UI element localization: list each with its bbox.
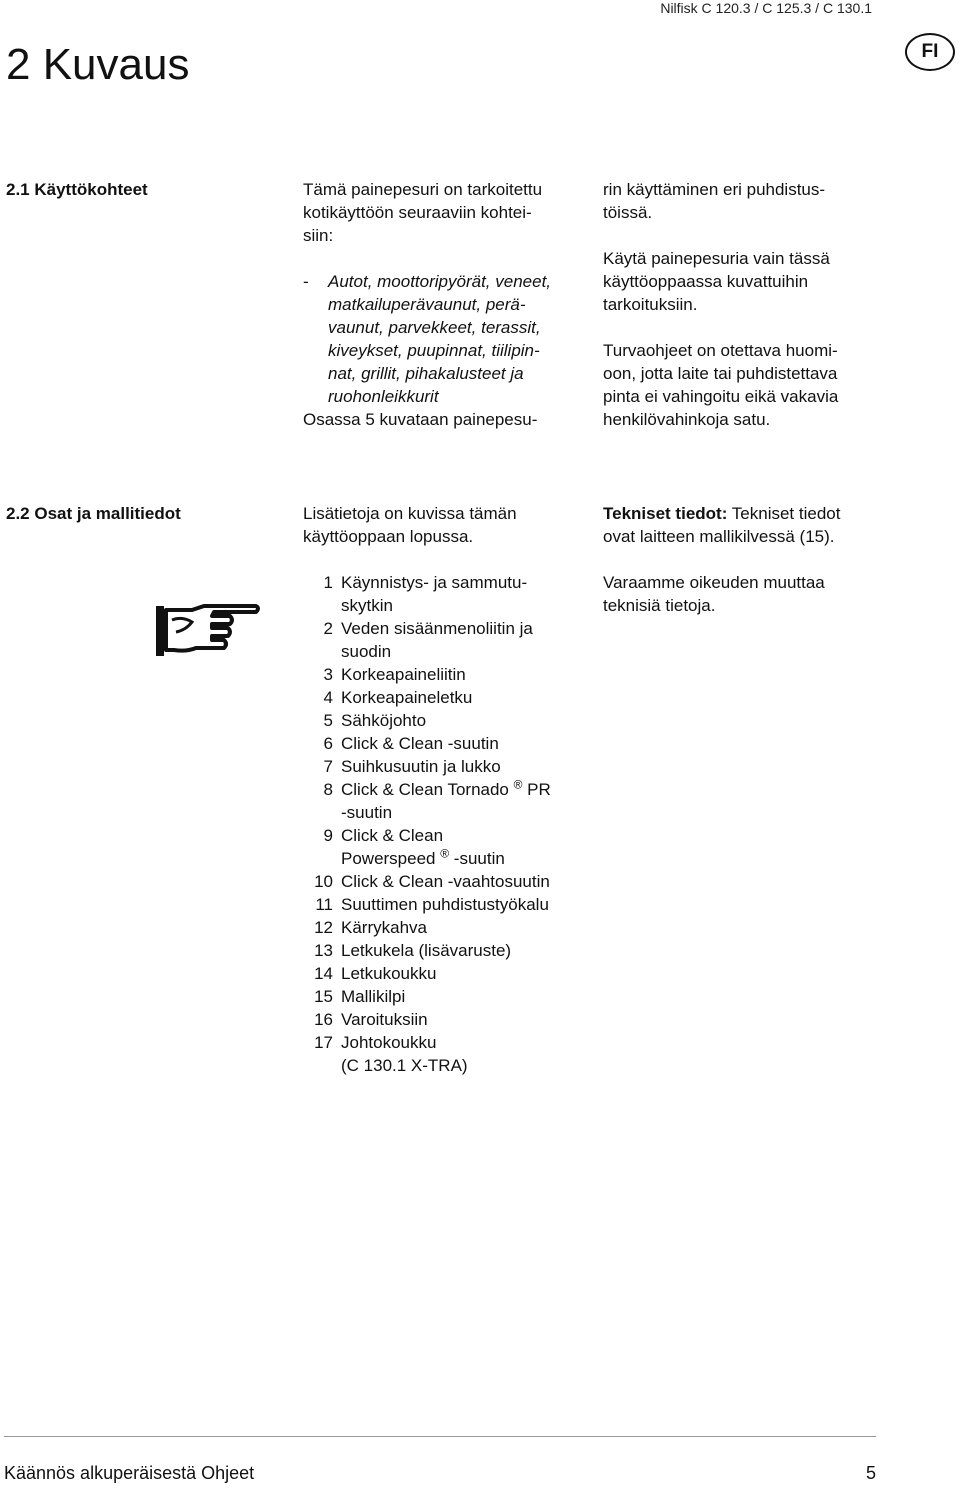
paragraph (603, 339, 903, 431)
list-item (303, 893, 593, 916)
list-item-line: skytkin (341, 596, 393, 615)
list-item-number: 11 (315, 895, 333, 914)
body-line: oon, jotta laite tai puhdistettava (603, 364, 838, 383)
list-item-text (333, 686, 591, 709)
list-item-text (333, 939, 591, 962)
list-item-line: Käynnistys- ja sammutu- (341, 573, 528, 592)
section-2-2-heading: 2.2 Osat ja mallitiedot (6, 504, 181, 523)
list-item-line: (C 130.1 X-TRA) (341, 1056, 468, 1075)
list-item-number: 16 (314, 1010, 333, 1029)
list-item-line: Johtokoukku (341, 1033, 437, 1052)
list-item (303, 778, 593, 824)
list-item (303, 732, 593, 755)
chapter-title: 2 Kuvaus (6, 40, 190, 89)
list-item (303, 755, 593, 778)
document-model-header: Nilfisk C 120.3 / C 125.3 / C 130.1 (660, 0, 872, 16)
list-item-line: Powerspeed ® -suutin (341, 846, 505, 868)
list-item-line: Veden sisäänmenoliitin ja (341, 619, 533, 638)
list-item (303, 1008, 593, 1031)
section-2-1-column-2 (303, 178, 588, 431)
list-item (303, 939, 593, 962)
intro-line: siin: (303, 226, 334, 245)
list-item-text (333, 709, 591, 732)
tech-info-label: Tekniset tiedot: (603, 504, 728, 523)
list-item-line: Letkukoukku (341, 964, 437, 983)
body-line: henkilövahinkoja satu. (603, 410, 771, 429)
list-item-text (333, 985, 591, 1008)
tech-info-line (603, 502, 903, 525)
bullet-line: nat, grillit, pihakalusteet ja (328, 364, 524, 383)
bullet-line: kiveykset, puupinnat, tiilipin- (328, 341, 540, 360)
list-item-line: Korkeapaineletku (341, 688, 473, 707)
tech-info-text: Tekniset tiedot (727, 504, 841, 523)
list-item-text (333, 1008, 591, 1031)
language-badge: FI (905, 33, 955, 71)
pointing-hand-icon (152, 600, 262, 660)
intro-line: kotikäyttöön seuraaviin kohtei- (303, 203, 532, 222)
list-item-line: Click & Clean (341, 826, 444, 845)
list-item-number: 13 (314, 941, 333, 960)
list-item-number: 12 (314, 918, 333, 937)
reserve-note (603, 571, 903, 617)
list-item-number: 10 (314, 872, 333, 891)
body-line: Turvaohjeet on otettava huomi- (603, 341, 838, 360)
list-item (303, 686, 593, 709)
bullet-line: Autot, moottoripyörät, veneet, (328, 272, 552, 291)
body-line: käyttöoppaassa kuvattuihin (603, 272, 809, 291)
list-item (303, 709, 593, 732)
list-item-text (333, 824, 591, 870)
list-item-line: Kärrykahva (341, 918, 427, 937)
list-item-text (333, 778, 591, 824)
list-item-line: Click & Clean Tornado ® PR (341, 777, 551, 799)
list-item-text (333, 893, 591, 916)
section-2-2-column-3 (603, 502, 903, 617)
section-2-1-column-3 (603, 178, 903, 431)
list-item-line: Click & Clean -suutin (341, 734, 499, 753)
parts-list (303, 571, 593, 1077)
list-item-number: 1 (323, 573, 333, 592)
list-item-line: Letkukela (lisävaruste) (341, 941, 512, 960)
list-item-number: 4 (323, 688, 333, 707)
list-item-text (333, 870, 591, 893)
paragraph (603, 247, 903, 316)
list-item-number: 2 (323, 619, 333, 638)
list-item-number: 14 (314, 964, 333, 983)
list-item-text (333, 617, 591, 663)
body-line: teknisiä tietoja. (603, 596, 716, 615)
list-item-text (333, 571, 591, 617)
list-item-line: -suutin (341, 803, 393, 822)
intro-line: käyttöoppaan lopussa. (303, 527, 474, 546)
list-item-text (333, 916, 591, 939)
list-item-number: 5 (323, 711, 333, 730)
list-item (303, 617, 593, 663)
list-item (303, 663, 593, 686)
list-item (303, 985, 593, 1008)
body-line: Varaamme oikeuden muuttaa (603, 573, 825, 592)
list-item-line: Korkeapaineliitin (341, 665, 466, 684)
list-item-number: 7 (323, 757, 333, 776)
body-line: tarkoituksiin. (603, 295, 698, 314)
body-line: Osassa 5 kuvataan painepesu- (303, 410, 538, 429)
list-item (303, 824, 593, 870)
list-item (303, 870, 593, 893)
list-item-number: 9 (323, 826, 333, 845)
list-item-line: Mallikilpi (341, 987, 406, 1006)
body-line: töissä. (603, 203, 653, 222)
usage-bullet (303, 270, 588, 408)
list-item-text (333, 962, 591, 985)
intro-line: Tämä painepesuri on tarkoitettu (303, 180, 543, 199)
list-item (303, 571, 593, 617)
list-item (303, 962, 593, 985)
footer-divider (4, 1436, 876, 1437)
list-item-number: 17 (314, 1033, 333, 1052)
list-item-text (333, 732, 591, 755)
list-item (303, 1031, 593, 1077)
list-item-text (333, 663, 591, 686)
list-item-number: 6 (323, 734, 333, 753)
section-2-2-column-2 (303, 502, 593, 1077)
body-line: pinta ei vahingoitu eikä vakavia (603, 387, 839, 406)
bullet-line: vaunut, parvekkeet, terassit, (328, 318, 541, 337)
body-line: rin käyttäminen eri puhdistus- (603, 180, 826, 199)
list-item-number: 15 (314, 987, 333, 1006)
body-line: Käytä painepesuria vain tässä (603, 249, 830, 268)
list-item-line: Click & Clean -vaahtosuutin (341, 872, 550, 891)
tech-info-line: ovat laitteen mallikilvessä (15). (603, 527, 835, 546)
page-number: 5 (866, 1463, 877, 1483)
intro-line: Lisätietoja on kuvissa tämän (303, 504, 517, 523)
bullet-line: matkailuperävaunut, perä- (328, 295, 526, 314)
list-item-line: Sähköjohto (341, 711, 427, 730)
list-item (303, 916, 593, 939)
bullet-dash: - (303, 272, 309, 291)
bullet-line: ruohonleikkurit (328, 387, 439, 406)
list-item-number: 8 (323, 780, 333, 799)
list-item-line: Suihkusuutin ja lukko (341, 757, 501, 776)
section-2-1-heading: 2.1 Käyttökohteet (6, 180, 148, 199)
list-item-text (333, 755, 591, 778)
list-item-line: Suuttimen puhdistustyökalu (341, 895, 549, 914)
footer-text: Käännös alkuperäisestä Ohjeet (4, 1463, 255, 1483)
list-item-line: Varoituksiin (341, 1010, 428, 1029)
list-item-number: 3 (323, 665, 333, 684)
list-item-text (333, 1031, 591, 1077)
list-item-line: suodin (341, 642, 392, 661)
